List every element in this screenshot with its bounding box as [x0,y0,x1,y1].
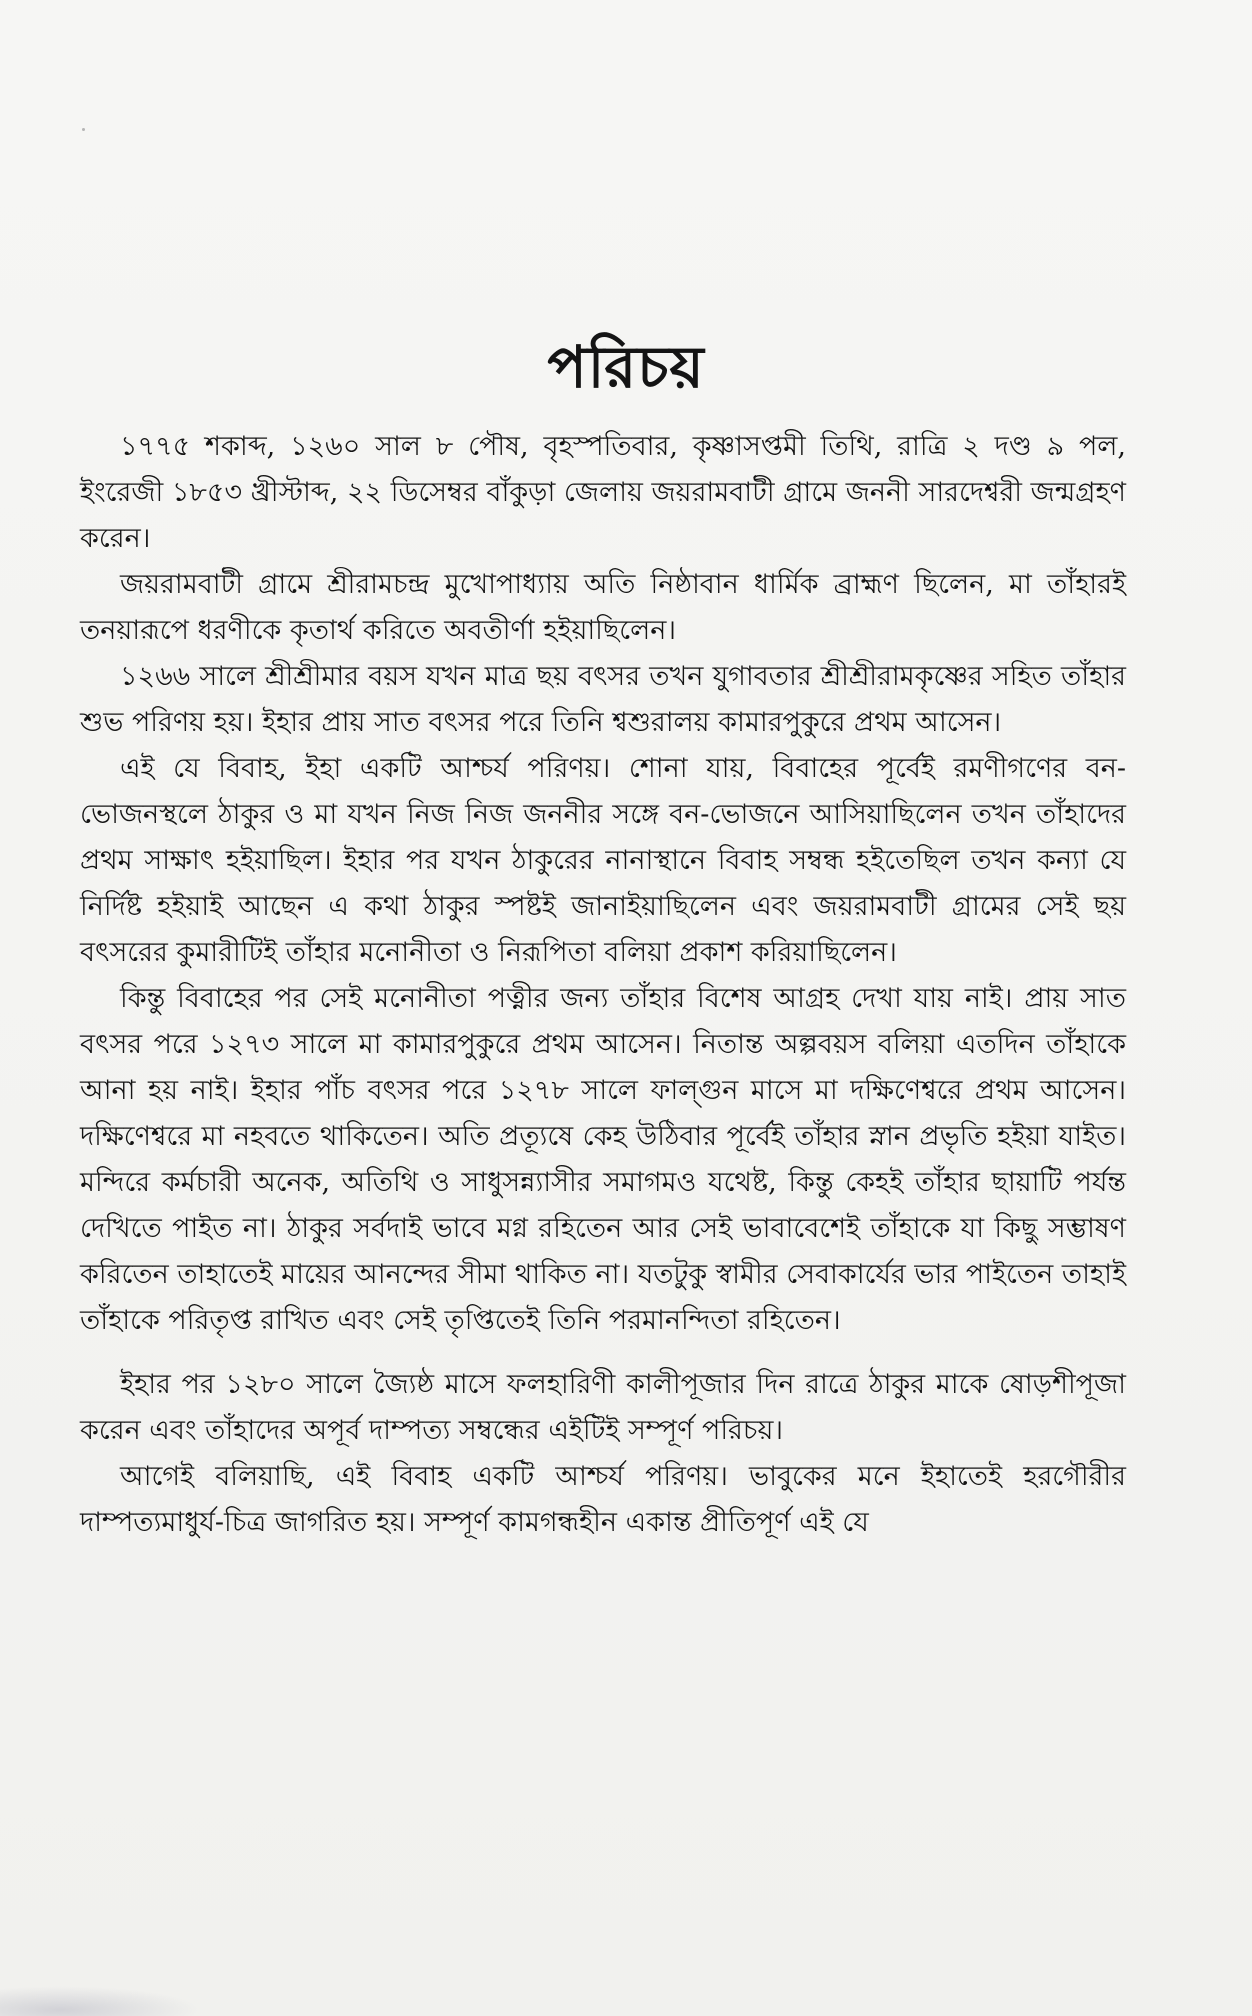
paragraph-7: আগেই বলিয়াছি, এই বিবাহ একটি আশ্চর্য পরিণয়। ভাবুকের মনে ইহাতেই হরগৌরীর দাম্পত্যমাধুর্য-চিত্র জাগরিত হয়। সম্পূর্ণ কামগন্ধহীন একান্ত প্রীতিপূর্ণ এই যে [80,1461,1126,1538]
paragraph-3: ১২৬৬ সালে শ্রীশ্রীমার বয়স যখন মাত্র ছয় বৎসর তখন যুগাবতার শ্রীশ্রীরামকৃষ্ণের সহিত তাঁহার শুভ পরিণয় হয়। ইহার প্রায় সাত বৎসর পরে তিনি শ্বশুরালয় কামারপুকুরে প্রথম আসেন। [80,661,1126,738]
page-title: পরিচয় [547,332,705,401]
paper-speck [82,128,85,131]
paragraph-6: ইহার পর ১২৮০ সালে জ্যৈষ্ঠ মাসে ফলহারিণী কালীপূজার দিন রাত্রে ঠাকুর মাকে ষোড়শীপূজা করেন এবং তাঁহাদের অপূর্ব দাম্পত্য সম্বন্ধের এইটিই সম্পূর্ণ পরিচয়। [80,1369,1126,1446]
body-text [80,424,1126,1546]
paragraph-5: কিন্তু বিবাহের পর সেই মনোনীতা পত্নীর জন্য তাঁহার বিশেষ আগ্রহ দেখা যায় নাই। প্রায় সাত বৎসর পরে ১২৭৩ সালে মা কামারপুকুরে প্রথম আসেন। নিতান্ত অল্পবয়স বলিয়া এতদিন তাঁহাকে আনা হয় নাই। ইহার পাঁচ বৎসর পরে ১২৭৮ সালে ফাল্গুন মাসে মা দক্ষিণেশ্বরে প্রথম আসেন। দক্ষিণেশ্বরে মা নহবতে থাকিতেন। অতি প্রত্যূষে কেহ উঠিবার পূর্বেই তাঁহার স্নান প্রভৃতি হইয়া যাইত। মন্দিরে কর্মচারী অনেক, অতিথি ও সাধুসন্ন্যাসীর সমাগমও যথেষ্ট, কিন্তু কেহই তাঁহার ছায়াটি পর্যন্ত দেখিতে পাইত না। ঠাকুর সর্বদাই ভাবে মগ্ন রহিতেন আর সেই ভাবাবেশেই তাঁহাকে যা কিছু সম্ভাষণ করিতেন তাহাতেই মায়ের আনন্দের সীমা থাকিত না। যতটুকু স্বামীর সেবাকার্যের ভার পাইতেন তাহাই তাঁহাকে পরিতৃপ্ত রাখিত এবং সেই তৃপ্তিতেই তিনি পরমানন্দিতা রহিতেন। [80,983,1126,1336]
paragraph-4: এই যে বিবাহ, ইহা একটি আশ্চর্য পরিণয়। শোনা যায়, বিবাহের পূর্বেই রমণীগণের বন-ভোজনস্থলে ঠাকুর ও মা যখন নিজ নিজ জননীর সঙ্গে বন-ভোজনে আসিয়াছিলেন তখন তাঁহাদের প্রথম সাক্ষাৎ হইয়াছিল। ইহার পর যখন ঠাকুরের নানাস্থানে বিবাহ সম্বন্ধ হইতেছিল তখন কন্যা যে নির্দিষ্ট হইয়াই আছেন এ কথা ঠাকুর স্পষ্টই জানাইয়াছিলেন এবং জয়রামবাটী গ্রামের সেই ছয় বৎসরের কুমারীটিই তাঁহার মনোনীতা ও নিরূপিতা বলিয়া প্রকাশ করিয়াছিলেন। [80,753,1126,968]
page-smudge [0,1986,200,2016]
paragraph-1: ১৭৭৫ শকাব্দ, ১২৬০ সাল ৮ পৌষ, বৃহস্পতিবার, কৃষ্ণাসপ্তমী তিথি, রাত্রি ২ দণ্ড ৯ পল, ইংরেজী ১৮৫৩ খ্রীস্টাব্দ, ২২ ডিসেম্বর বাঁকুড়া জেলায় জয়রামবাটী গ্রামে জননী সারদেশ্বরী জন্মগ্রহণ করেন। [80,431,1126,554]
paragraph-2: জয়রামবাটী গ্রামে শ্রীরামচন্দ্র মুখোপাধ্যায় অতি নিষ্ঠাবান ধার্মিক ব্রাহ্মণ ছিলেন, মা তাঁহারই তনয়ারূপে ধরণীকে কৃতার্থ করিতে অবতীর্ণা হইয়াছিলেন। [80,569,1126,646]
